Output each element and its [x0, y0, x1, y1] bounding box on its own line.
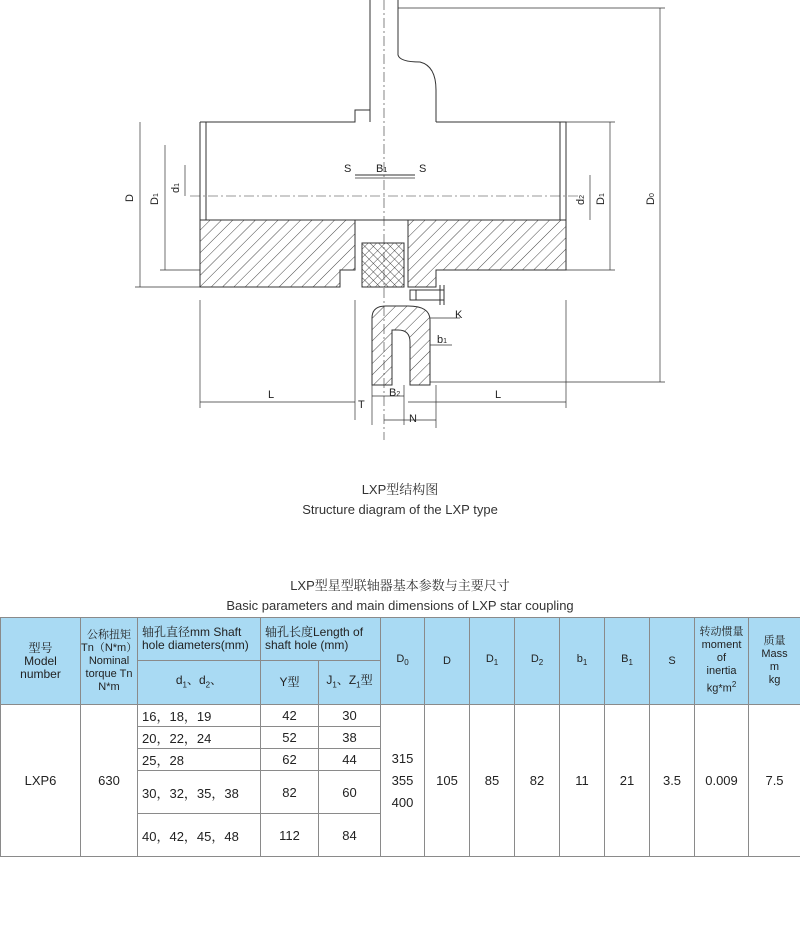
cell-y-length: 62: [261, 749, 319, 771]
dim-D0: D0: [645, 193, 657, 205]
dim-d1: d1: [170, 182, 182, 193]
cell-D0: 315 355 400: [381, 705, 425, 857]
cell-inertia: 0.009: [695, 705, 749, 857]
drum-section: [372, 306, 430, 385]
dim-T: T: [358, 399, 365, 411]
header-inertia: 转动惯量 moment of inertia $kg*m^2$: [695, 618, 749, 705]
header-b1: $b_1$: [560, 618, 605, 705]
table-title-en: Basic parameters and main dimensions of LXP star coupling: [226, 598, 574, 613]
cell-y-length: 82: [261, 771, 319, 814]
cell-hole-diameter: 16，18，19: [138, 705, 261, 727]
cell-jz-length: 38: [319, 727, 381, 749]
dim-B1: B1: [376, 163, 388, 175]
dim-L-right: L: [495, 389, 502, 401]
cell-jz-length: 84: [319, 814, 381, 857]
left-hub-section: [200, 220, 355, 287]
dim-d2: d2: [575, 194, 587, 205]
structure-diagram: [0, 0, 800, 440]
spider-element: [362, 243, 404, 287]
dim-N: N: [409, 413, 417, 425]
cell-mass: 7.5: [749, 705, 800, 857]
header-hole-length: 轴孔长度Length of shaft hole (mm): [261, 618, 381, 661]
cell-hole-diameter: 25，28: [138, 749, 261, 771]
cell-S: 3.5: [650, 705, 695, 857]
header-torque: 公称扭矩 Tn（N*m） Nominal torque Tn N*m: [81, 618, 138, 705]
cell-jz-length: 30: [319, 705, 381, 727]
cell-hole-diameter: 20，22，24: [138, 727, 261, 749]
cell-y-length: 52: [261, 727, 319, 749]
dim-D1-left: D1: [149, 193, 161, 205]
diagram-caption-en: Structure diagram of the LXP type: [302, 502, 498, 517]
cell-D2: 82: [515, 705, 560, 857]
right-hub-upper-outline: [436, 122, 566, 220]
header-D2: $D_2$: [515, 618, 560, 705]
bolt: [410, 285, 444, 305]
cell-y-length: 42: [261, 705, 319, 727]
header-hole-diameter: 轴孔直径mm Shaft hole diameters(mm): [138, 618, 261, 661]
cell-model: LXP6: [1, 705, 81, 857]
dim-D1-right: D1: [595, 193, 607, 205]
spec-table: [0, 617, 800, 857]
dim-S-right: S: [419, 163, 427, 175]
header-S: S: [650, 618, 695, 705]
header-y-type: Y型: [261, 661, 319, 705]
cell-hole-diameter: 40，42，45，48: [138, 814, 261, 857]
table-title-cn: LXP型星型联轴器基本参数与主要尺寸: [290, 578, 510, 593]
dim-K: K: [455, 309, 463, 321]
cell-torque: 630: [81, 705, 138, 857]
cell-B1: 21: [605, 705, 650, 857]
cell-hole-diameter: 30，32，35，38: [138, 771, 261, 814]
cell-D: 105: [425, 705, 470, 857]
header-D0: $D_0$: [381, 618, 425, 705]
cell-jz-length: 44: [319, 749, 381, 771]
dim-B2: B2: [389, 387, 401, 399]
header-jz-type: $J_1$、$Z_1$型: [319, 661, 381, 705]
diagram-caption-cn: LXP型结构图: [361, 482, 439, 497]
dim-S-left: S: [344, 163, 352, 175]
upper-flange-outline: [370, 0, 436, 122]
header-B1: $B_1$: [605, 618, 650, 705]
header-D: D: [425, 618, 470, 705]
cell-b1: 11: [560, 705, 605, 857]
header-mass: 质量 Mass m kg: [749, 618, 800, 705]
dim-D: D: [124, 194, 136, 202]
cell-jz-length: 60: [319, 771, 381, 814]
dim-b1: b1: [437, 334, 448, 346]
cell-y-length: 112: [261, 814, 319, 857]
cell-D1: 85: [470, 705, 515, 857]
dim-L-left: L: [268, 389, 275, 401]
header-model: 型号 Model number: [1, 618, 81, 705]
header-d1-d2: $d_1$、$d_2$、: [138, 661, 261, 705]
right-hub-section: [408, 220, 566, 287]
header-D1: $D_1$: [470, 618, 515, 705]
